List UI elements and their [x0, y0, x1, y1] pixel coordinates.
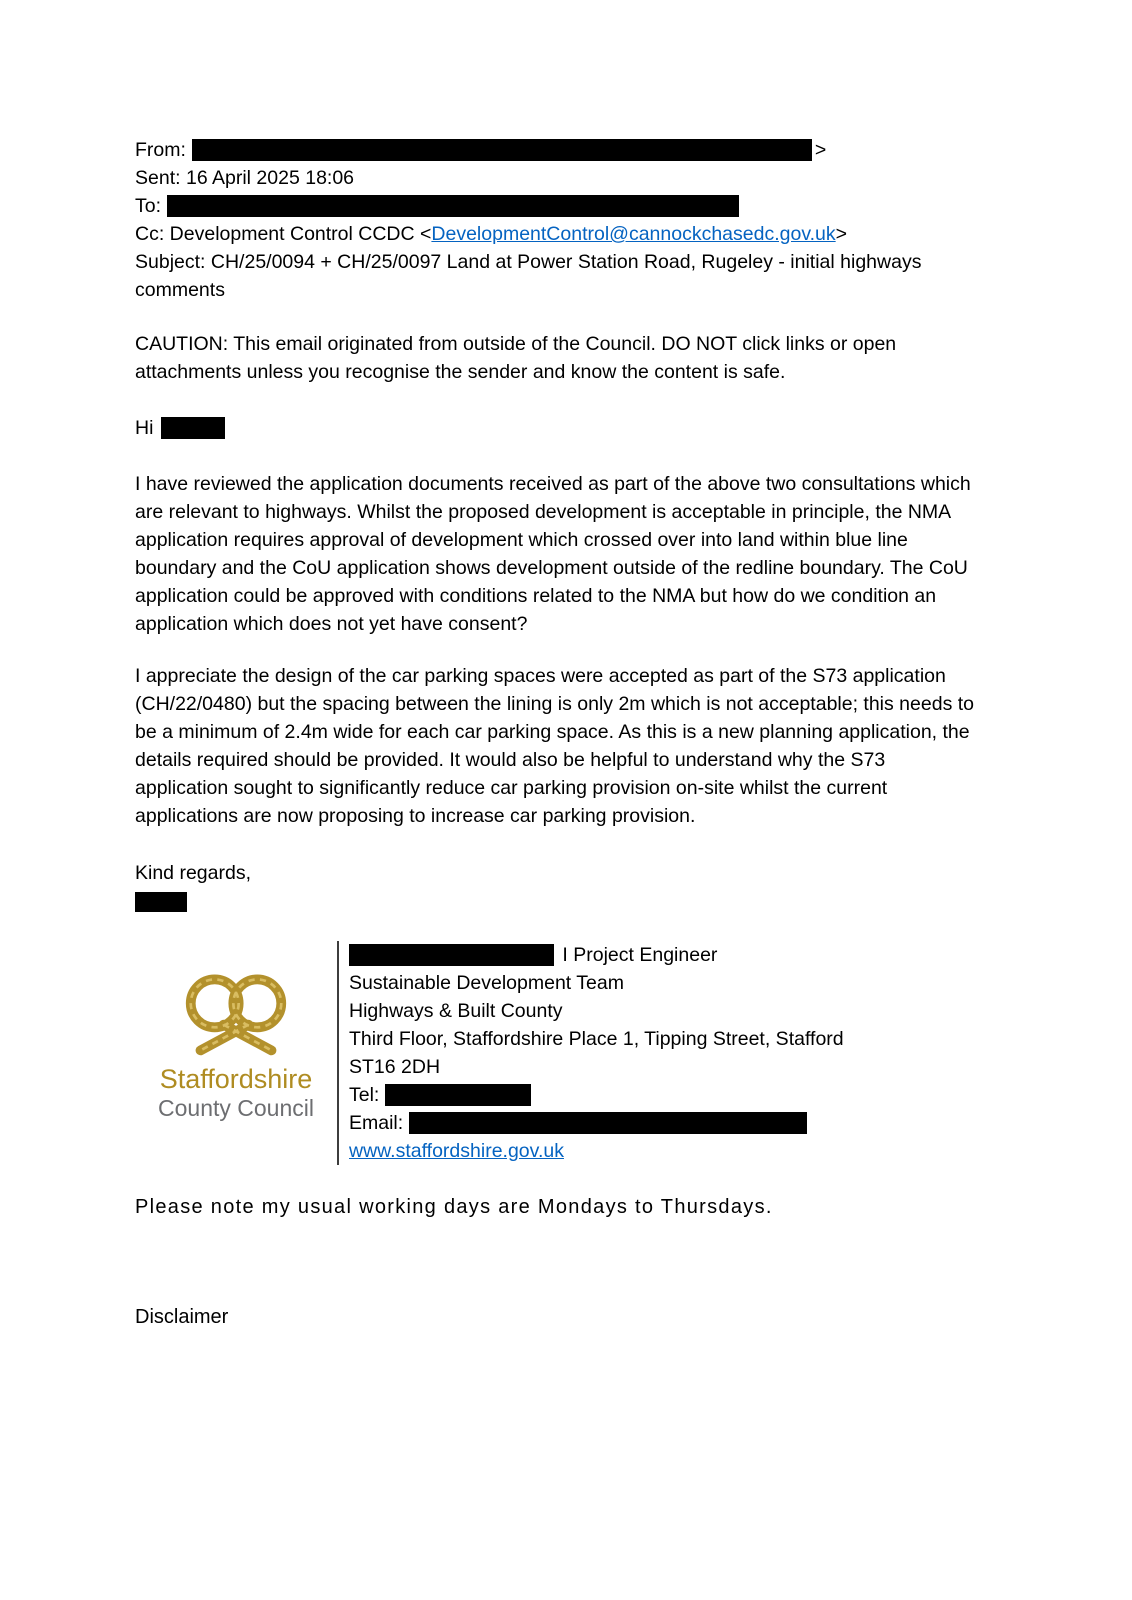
to-label: To: — [135, 195, 162, 217]
to-line — [135, 192, 975, 220]
cc-label: Cc: — [135, 223, 165, 245]
signature-address-line1: Third Floor, Staffordshire Place 1, Tipping Street, Stafford — [349, 1028, 844, 1050]
website-link[interactable]: www.staffordshire.gov.uk — [349, 1140, 564, 1162]
subject-line — [135, 248, 975, 304]
sent-label: Sent: — [135, 167, 181, 189]
subject-label: Subject: — [135, 251, 206, 273]
redaction-email-address — [409, 1112, 807, 1134]
redaction-recipient-name — [161, 417, 225, 439]
redaction-phone-number — [385, 1084, 531, 1106]
cc-line — [135, 220, 975, 248]
email-label: Email: — [349, 1112, 404, 1134]
signoff-name-line — [135, 887, 975, 915]
signature-department: Highways & Built County — [349, 1000, 563, 1022]
logo-text-county-council: County Council — [158, 1095, 314, 1121]
cc-email-link[interactable]: DevelopmentControl@cannockchasedc.gov.uk — [431, 223, 836, 245]
sent-line — [135, 164, 975, 192]
staffordshire-county-council-logo — [135, 941, 337, 1165]
signature-details — [337, 941, 844, 1165]
caution-banner: CAUTION: This email originated from outside of the Council. DO NOT click links or open attachments unless you recognise the sender and know the content is safe. — [135, 333, 897, 383]
stafford-knot-icon — [165, 967, 307, 1061]
signature-block — [135, 941, 975, 1165]
signature-name-line — [349, 941, 844, 969]
logo-text-staffordshire: Staffordshire — [159, 1064, 313, 1094]
redaction-from-address — [192, 139, 812, 161]
cc-value-prefix: Development Control CCDC < — [169, 223, 432, 245]
sent-value: 16 April 2025 18:06 — [185, 167, 355, 189]
body-paragraph-1: I have reviewed the application documents received as part of the above two consultations which are relevant to highways. Whilst the proposed development is acceptable in principle, the NMA application requires approval of development which crossed over into land within blue line boundary and the CoU application shows development outside of the redline boundary. The CoU application could be approved with conditions related to the NMA but how do we condition an application which does not yet have consent? — [135, 473, 971, 635]
disclaimer-label: Disclaimer — [135, 1306, 229, 1328]
signature-website-line — [349, 1137, 844, 1165]
greeting-line — [135, 414, 975, 442]
signature-title: I Project Engineer — [562, 944, 718, 966]
from-suffix: > — [814, 139, 827, 161]
signature-team: Sustainable Development Team — [349, 972, 624, 994]
signature-email-line — [349, 1109, 844, 1137]
redaction-sender-name — [135, 892, 187, 912]
email-content — [135, 136, 975, 1331]
greeting-text: Hi — [135, 417, 154, 439]
signoff-line: Kind regards, — [135, 862, 251, 884]
cc-value-suffix: > — [835, 223, 848, 245]
redaction-to-address — [167, 195, 739, 217]
tel-label: Tel: — [349, 1084, 380, 1106]
from-line — [135, 136, 975, 164]
body-paragraph-2: I appreciate the design of the car parking spaces were accepted as part of the S73 application (CH/22/0480) but the spacing between the lining is only 2m which is not acceptable; this needs to be a minimum of 2.4m wide for each car parking space. As this is a new planning application, the details required should be provided. It would also be helpful to understand why the S73 application sought to significantly reduce car parking provision on-site whilst the current applications are now proposing to increase car parking provision. — [135, 665, 974, 827]
working-days-note: Please note my usual working days are Mondays to Thursdays. — [135, 1196, 773, 1218]
from-label: From: — [135, 139, 186, 161]
signature-tel-line — [349, 1081, 844, 1109]
subject-value: CH/25/0094 + CH/25/0097 Land at Power Station Road, Rugeley - initial highways comments — [135, 251, 922, 301]
redaction-signature-name — [349, 944, 554, 966]
signature-address-line2: ST16 2DH — [349, 1056, 441, 1078]
